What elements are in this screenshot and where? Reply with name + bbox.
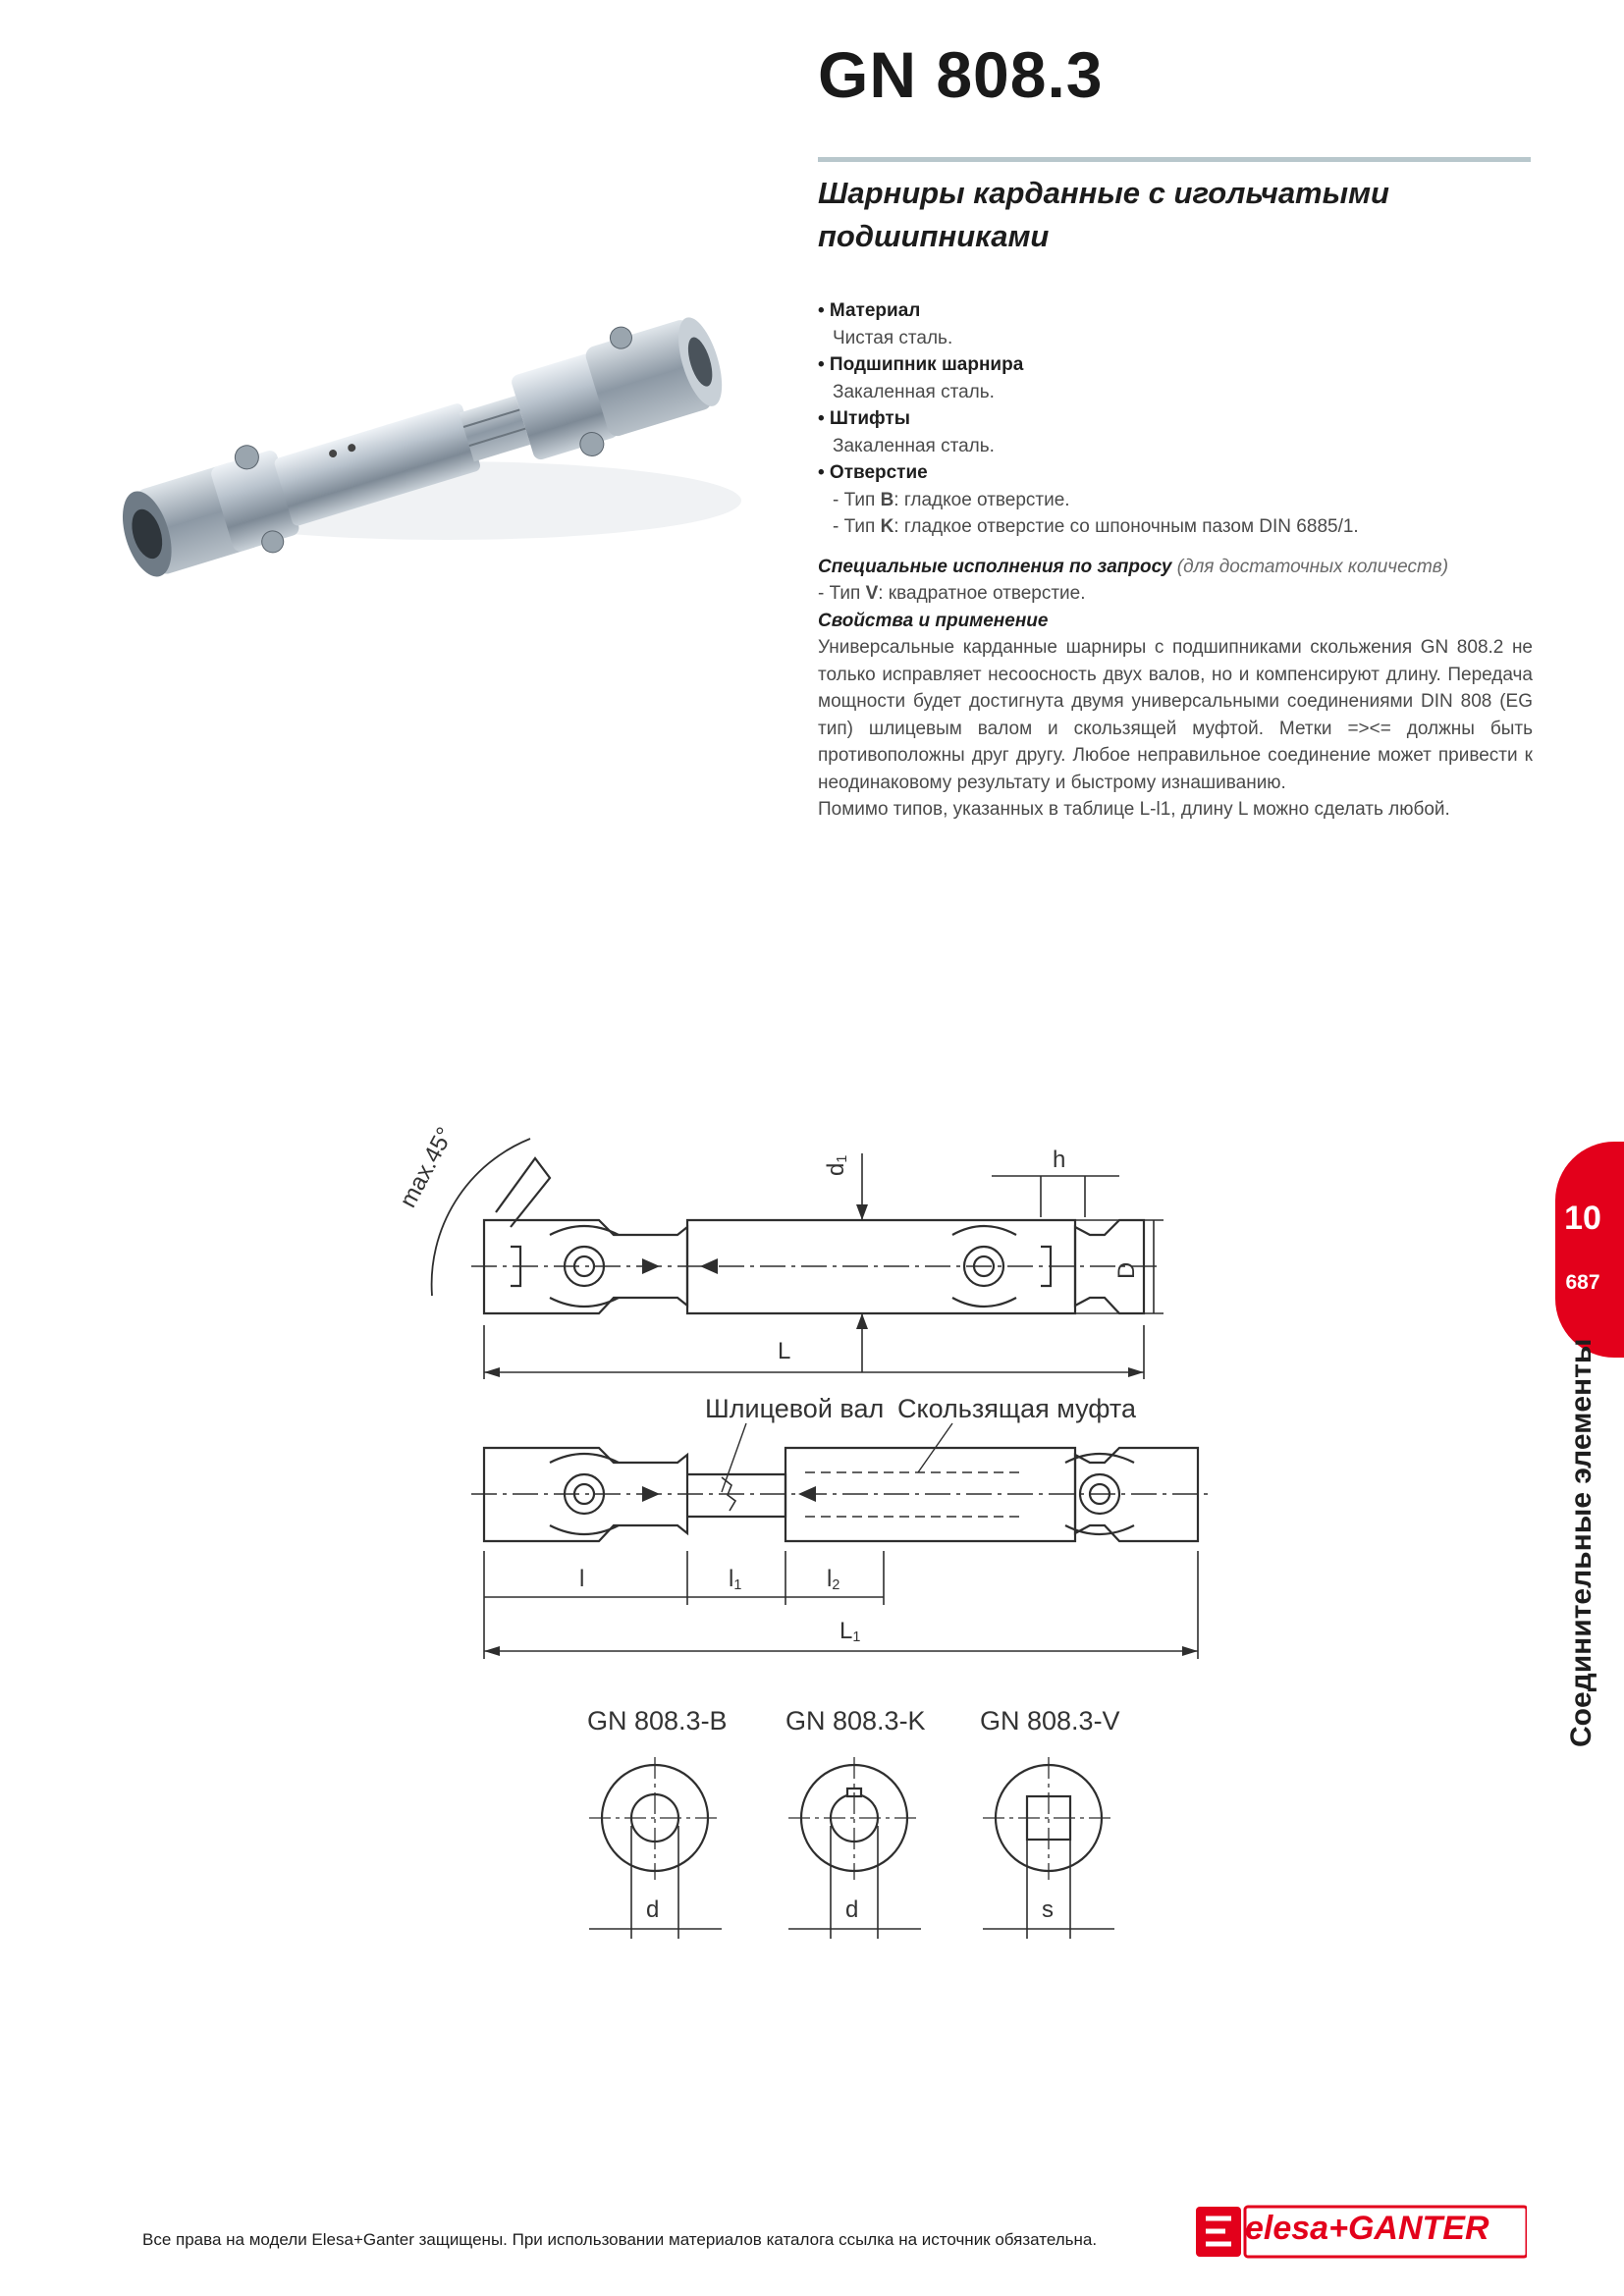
pins-heading: • Штифты — [818, 408, 910, 429]
D-label: D — [1113, 1261, 1140, 1279]
sliding-sleeve-label: Скользящая муфта — [897, 1394, 1136, 1423]
section-tab — [1555, 1142, 1624, 1358]
max-angle-label: max.45° — [395, 1123, 460, 1212]
dim-s-label: s — [1042, 1896, 1054, 1923]
bearing-value: Закаленная сталь. — [833, 381, 995, 402]
h-label: h — [1053, 1147, 1066, 1173]
page-subtitle: Шарниры карданные с игольчатыми подшипниками — [818, 176, 1389, 253]
type-v-label: GN 808.3-V — [980, 1706, 1120, 1735]
pins-value: Закаленная сталь. — [833, 435, 995, 456]
L1-label: $L_1$ — [839, 1618, 861, 1645]
bore-type-b: - Тип B: гладкое отверстие. — [833, 489, 1070, 510]
l2-label: $l_2$ — [827, 1566, 840, 1593]
description-length-note: Помимо типов, указанных в таблице L-l1, длину L можно сделать любой. — [818, 799, 1450, 820]
material-heading: • Материал — [818, 300, 921, 321]
logo-wordmark: elesa+GANTER — [1245, 2210, 1489, 2247]
dim-d-b-label: d — [646, 1896, 660, 1923]
spline-shaft-label: Шлицевой вал — [705, 1394, 885, 1423]
dim-d-k-label: d — [845, 1896, 859, 1923]
l1-label: $l_1$ — [729, 1566, 742, 1593]
l-label: l — [579, 1566, 585, 1592]
page-title: GN 808.3 — [818, 38, 1104, 111]
L-label: L — [778, 1338, 791, 1364]
bore-heading: • Отверстие — [818, 462, 928, 483]
bore-type-k: - Тип K: гладкое отверстие со шпоночным пазом DIN 6885/1. — [833, 516, 1359, 537]
special-type-v: - Тип V: квадратное отверстие. — [818, 583, 1086, 604]
special-versions: Специальные исполнения по запросу (для достаточных количеств) — [818, 556, 1449, 577]
material-value: Чистая сталь. — [833, 327, 953, 348]
props-heading: Свойства и применение — [818, 610, 1049, 631]
type-k-label: GN 808.3-K — [785, 1706, 926, 1735]
footer-copyright: Все права на модели Elesa+Ganter защищены. При использовании материалов каталога ссылка на источник обязательна. — [142, 2230, 1098, 2249]
type-b-label: GN 808.3-B — [587, 1706, 728, 1735]
page-number: 687 — [1565, 1271, 1600, 1294]
d1-label: $d_1$ — [823, 1154, 850, 1176]
section-label: Соединительные элементы — [1565, 1338, 1597, 1747]
bearing-heading: • Подшипник шарнира — [818, 354, 1024, 375]
section-number: 10 — [1564, 1200, 1601, 1237]
description: Универсальные карданные шарниры с подшипниками скольжения GN 808.2 не только исправляет несоосность двух валов, но и компенсируют длину. Передача мощности будет достигнута двумя универсальными соединениями DIN 808 (EG тип) шлицевым валом и скользящей муфтой. Метки =><= должны быть противоположны друг другу. Любое неправильное соединение может привести к неодинаковому результату и быстрому изнашиванию. — [818, 637, 1533, 793]
